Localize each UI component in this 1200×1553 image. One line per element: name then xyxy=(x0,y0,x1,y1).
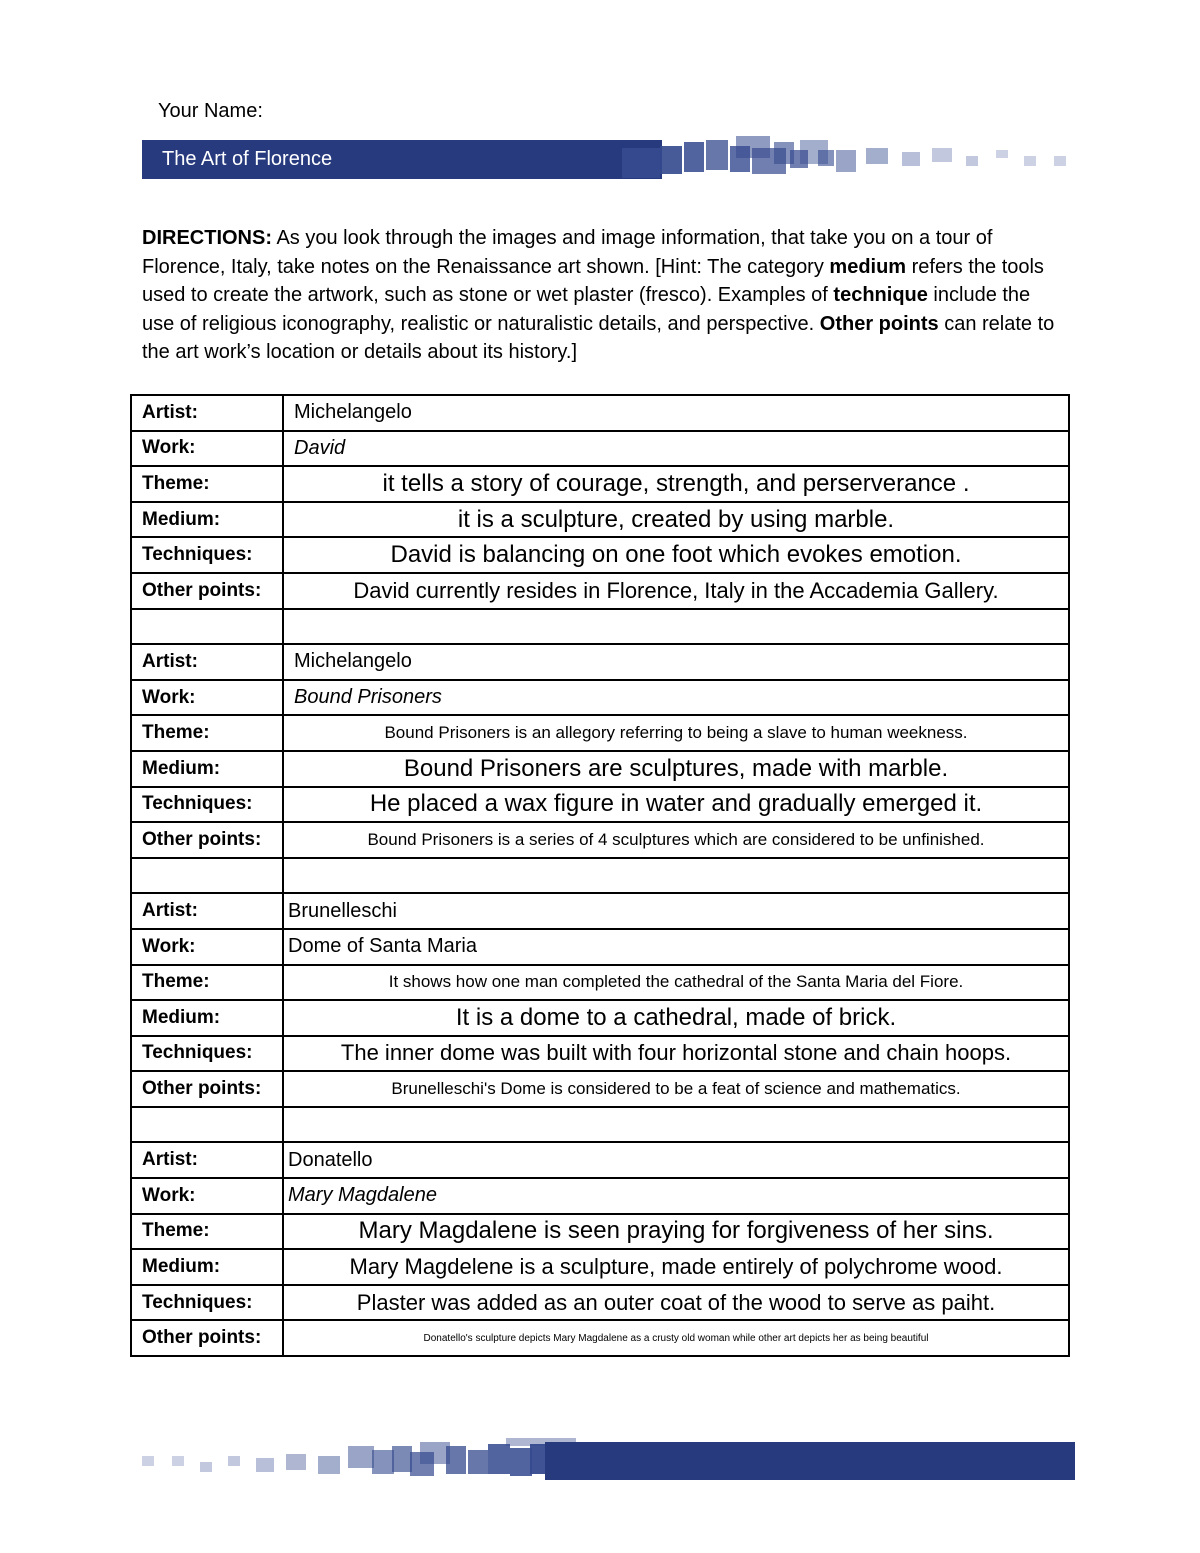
label-theme: Theme: xyxy=(131,965,283,1001)
spacer-cell xyxy=(131,858,283,894)
table-row xyxy=(131,431,1069,467)
table-row xyxy=(131,822,1069,858)
label-other-points: Other points: xyxy=(131,822,283,858)
table-row xyxy=(131,893,1069,929)
entry-work[interactable]: Dome of Santa Maria xyxy=(283,929,1069,965)
footer-bar xyxy=(545,1442,1075,1480)
entry-medium[interactable]: it is a sculpture, created by using marble. xyxy=(283,502,1069,538)
entry-theme[interactable]: It shows how one man completed the cathedral of the Santa Maria del Fiore. xyxy=(283,965,1069,1001)
entry-work[interactable]: Bound Prisoners xyxy=(283,680,1069,716)
table-row xyxy=(131,751,1069,787)
table-row xyxy=(131,1320,1069,1356)
spacer-cell xyxy=(283,609,1069,645)
table-row xyxy=(131,1000,1069,1036)
spacer-cell xyxy=(131,1107,283,1143)
label-techniques: Techniques: xyxy=(131,1036,283,1072)
directions-part: can relate to the art work’s location or details about its history.] xyxy=(142,312,1055,364)
entry-techniques[interactable]: Plaster was added as an outer coat of the wood to serve as paiht. xyxy=(283,1285,1069,1321)
entry-techniques[interactable]: The inner dome was built with four horizontal stone and chain hoops. xyxy=(283,1036,1069,1072)
spacer-cell xyxy=(131,609,283,645)
label-artist: Artist: xyxy=(131,1142,283,1178)
entry-medium[interactable]: Mary Magdelene is a sculpture, made entirely of polychrome wood. xyxy=(283,1249,1069,1285)
table-row xyxy=(131,715,1069,751)
entry-other-points[interactable]: Donatello's sculpture depicts Mary Magdalene as a crusty old woman while other art depicts her as being beautiful xyxy=(283,1320,1069,1356)
spacer-cell xyxy=(283,1107,1069,1143)
table-row xyxy=(131,502,1069,538)
table-row xyxy=(131,929,1069,965)
directions-part: include the use of religious iconography, realistic or naturalistic details, and perspective. xyxy=(142,284,1031,335)
table-row xyxy=(131,965,1069,1001)
label-theme: Theme: xyxy=(131,466,283,502)
table-row xyxy=(131,466,1069,502)
page-title: The Art of Florence xyxy=(162,148,333,170)
entry-techniques[interactable]: He placed a wax figure in water and gradually emerged it. xyxy=(283,787,1069,823)
label-other-points: Other points: xyxy=(131,573,283,609)
entry-medium[interactable]: It is a dome to a cathedral, made of brick. xyxy=(283,1000,1069,1036)
label-other-points: Other points: xyxy=(131,1320,283,1356)
label-techniques: Techniques: xyxy=(131,537,283,573)
spacer-cell xyxy=(283,858,1069,894)
entry-work[interactable]: David xyxy=(283,431,1069,467)
table-row xyxy=(131,787,1069,823)
label-medium: Medium: xyxy=(131,502,283,538)
entry-other-points[interactable]: David currently resides in Florence, Italy in the Accademia Gallery. xyxy=(283,573,1069,609)
table-row xyxy=(131,395,1069,431)
table-row xyxy=(131,1071,1069,1107)
label-work: Work: xyxy=(131,431,283,467)
table-row xyxy=(131,1142,1069,1178)
table-row xyxy=(131,1249,1069,1285)
table-row xyxy=(131,1036,1069,1072)
label-work: Work: xyxy=(131,1178,283,1214)
art-notes-table xyxy=(130,394,1070,1357)
label-medium: Medium: xyxy=(131,751,283,787)
entry-theme[interactable]: it tells a story of courage, strength, and perserverance . xyxy=(283,466,1069,502)
label-artist: Artist: xyxy=(131,395,283,431)
directions-lead: DIRECTIONS: xyxy=(142,227,272,249)
entry-other-points[interactable]: Brunelleschi's Dome is considered to be a feat of science and mathematics. xyxy=(283,1071,1069,1107)
directions-term-other-points: Other points xyxy=(819,312,939,335)
table-row xyxy=(131,1214,1069,1250)
directions-term-medium: medium xyxy=(829,255,907,278)
spacer-row xyxy=(131,1107,1069,1143)
entry-theme[interactable]: Mary Magdalene is seen praying for forgiveness of her sins. xyxy=(283,1214,1069,1250)
entry-artist[interactable]: Michelangelo xyxy=(283,395,1069,431)
label-techniques: Techniques: xyxy=(131,787,283,823)
table-row xyxy=(131,1285,1069,1321)
label-medium: Medium: xyxy=(131,1000,283,1036)
label-theme: Theme: xyxy=(131,1214,283,1250)
label-other-points: Other points: xyxy=(131,1071,283,1107)
table-row xyxy=(131,1178,1069,1214)
entry-medium[interactable]: Bound Prisoners are sculptures, made with marble. xyxy=(283,751,1069,787)
spacer-row xyxy=(131,609,1069,645)
label-theme: Theme: xyxy=(131,715,283,751)
directions-part: As you look through the images and image information, that take you on a tour of Florence, Italy, take notes on the Renaissance art shown. [Hint: The category xyxy=(142,227,993,278)
entry-theme[interactable]: Bound Prisoners is an allegory referring to being a slave to human weekness. xyxy=(283,715,1069,751)
entry-work[interactable]: Mary Magdalene xyxy=(283,1178,1069,1214)
directions-text xyxy=(142,224,1062,367)
directions-term-technique: technique xyxy=(833,284,928,307)
label-artist: Artist: xyxy=(131,893,283,929)
entry-artist[interactable]: Donatello xyxy=(283,1142,1069,1178)
directions-part: refers the tools used to create the artwork, such as stone or wet plaster (fresco). Examples of xyxy=(142,255,1044,307)
label-artist: Artist: xyxy=(131,644,283,680)
spacer-row xyxy=(131,858,1069,894)
entry-artist[interactable]: Michelangelo xyxy=(283,644,1069,680)
label-medium: Medium: xyxy=(131,1249,283,1285)
entry-techniques[interactable]: David is balancing on one foot which evokes emotion. xyxy=(283,537,1069,573)
your-name-label: Your Name: xyxy=(158,100,263,122)
label-work: Work: xyxy=(131,680,283,716)
label-work: Work: xyxy=(131,929,283,965)
table-row xyxy=(131,573,1069,609)
label-techniques: Techniques: xyxy=(131,1285,283,1321)
entry-artist[interactable]: Brunelleschi xyxy=(283,893,1069,929)
entry-other-points[interactable]: Bound Prisoners is a series of 4 sculptures which are considered to be unfinished. xyxy=(283,822,1069,858)
table-row xyxy=(131,644,1069,680)
table-row xyxy=(131,537,1069,573)
table-row xyxy=(131,680,1069,716)
